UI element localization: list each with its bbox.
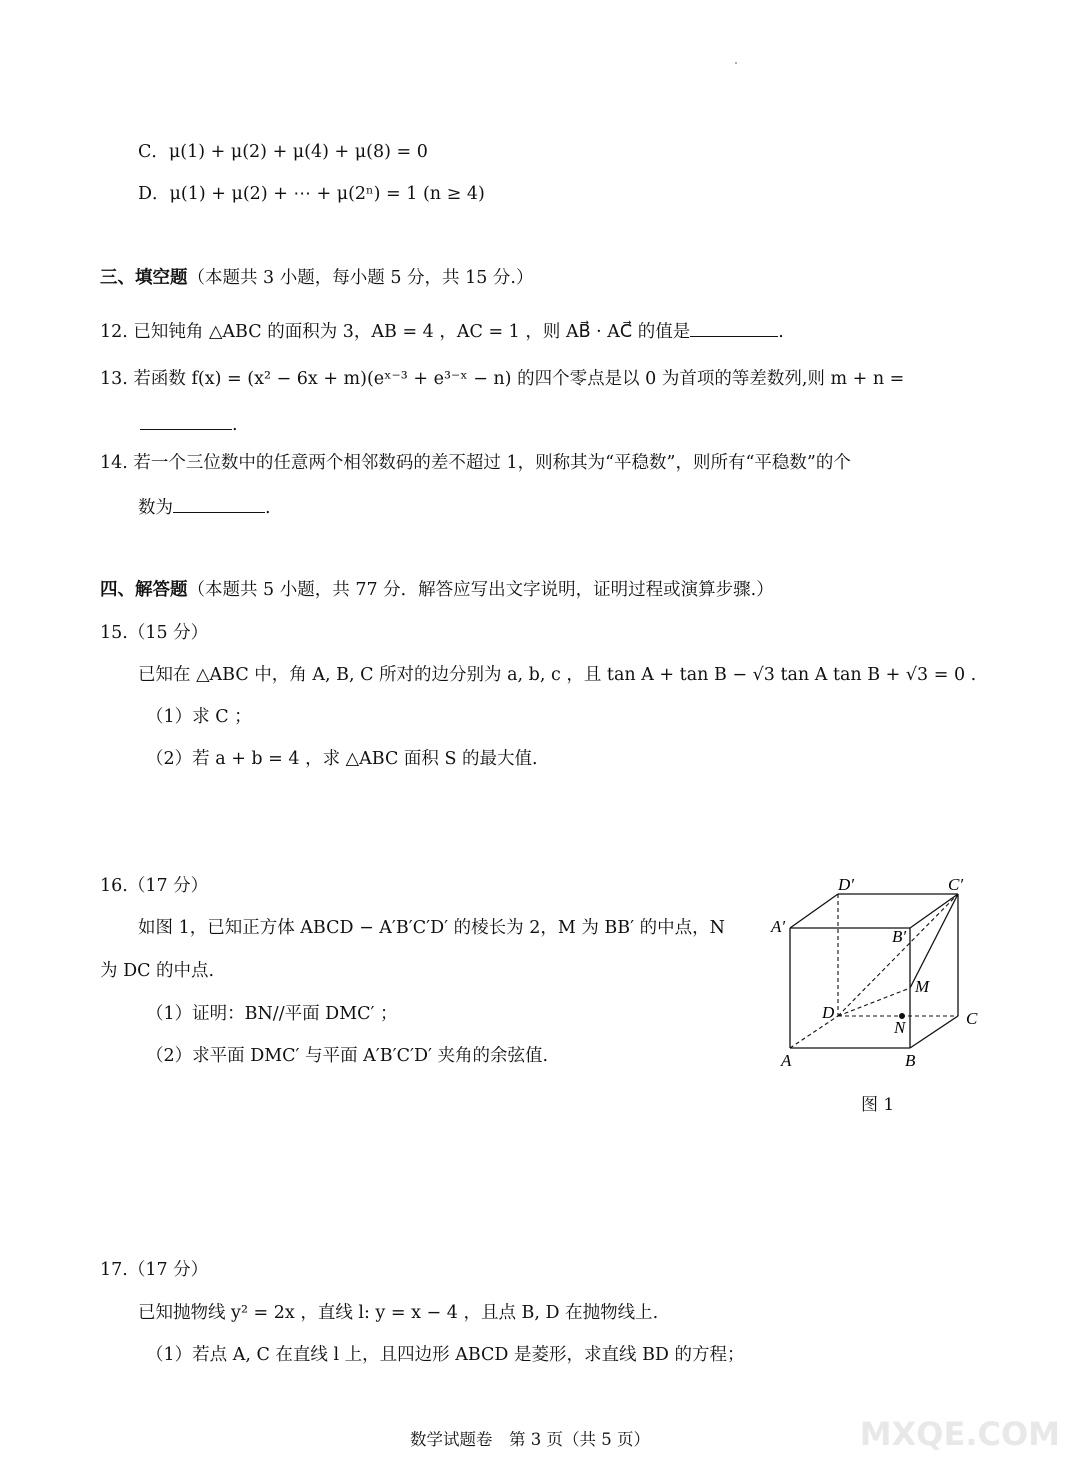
segment-dm-hidden bbox=[838, 988, 910, 1016]
label-b: B bbox=[905, 1051, 916, 1070]
section4-heading bbox=[100, 580, 774, 601]
q15-heading: 15.（15 分） bbox=[100, 623, 209, 643]
section4-title: 四、解答题 bbox=[100, 580, 188, 600]
label-n: N bbox=[894, 1018, 906, 1037]
stray-dot bbox=[735, 62, 737, 64]
q16-part2: （2）求平面 DMC′ 与平面 A′B′C′D′ 夹角的余弦值. bbox=[146, 1046, 549, 1066]
q13-answer-blank bbox=[140, 413, 232, 430]
section4-note: （本题共 5 小题，共 77 分．解答应写出文字说明，证明过程或演算步骤.） bbox=[187, 580, 774, 600]
q16-heading: 16.（17 分） bbox=[100, 876, 209, 896]
q15-part1: （1）求 C ； bbox=[146, 707, 252, 727]
label-d1: D′ bbox=[838, 875, 854, 894]
segment-c1m bbox=[910, 894, 958, 988]
q16-stem-line2: 为 DC 的中点. bbox=[100, 961, 215, 981]
option-d: D．μ(1) + μ(2) + ⋯ + μ(2ⁿ) = 1 (n ≥ 4) bbox=[138, 184, 485, 204]
segment-dc1-hidden bbox=[838, 894, 958, 1016]
question-14-line1: 14. 若一个三位数中的任意两个相邻数码的差不超过 1，则称其为“平稳数”，则所有“平稳数”的个 bbox=[100, 453, 851, 473]
q14-answer-blank bbox=[173, 496, 265, 513]
question-13: 13. 若函数 f(x) = (x² − 6x + m)(eˣ⁻³ + e³⁻ˣ − n) 的四个零点是以 0 为首项的等差数列,则 m + n = bbox=[100, 369, 905, 389]
edge-bc bbox=[910, 1016, 958, 1048]
question-12 bbox=[100, 320, 784, 343]
label-c1: C′ bbox=[948, 875, 964, 894]
q17-stem: 已知抛物线 y² = 2x ，直线 l: y = x − 4 ，且点 B, D 在抛物线上. bbox=[138, 1303, 659, 1323]
q15-stem: 已知在 △ABC 中，角 A, B, C 所对的边分别为 a, b, c ，且 tan A + tan B − √3 tan A tan B + √3 = 0 . bbox=[138, 665, 977, 685]
watermark-logo: MXQE.COM bbox=[859, 1415, 1060, 1453]
figure-caption: 图 1 bbox=[861, 1095, 895, 1115]
q16-stem-line1: 如图 1，已知正方体 ABCD − A′B′C′D′ 的棱长为 2，M 为 BB′ 的中点，N bbox=[138, 918, 725, 938]
label-c: C bbox=[966, 1009, 978, 1028]
cube-figure bbox=[770, 868, 1000, 1078]
q12-end: . bbox=[778, 322, 784, 342]
q13-end: . bbox=[232, 415, 238, 435]
label-b1: B′ bbox=[892, 927, 907, 946]
label-a1: A′ bbox=[771, 917, 786, 936]
label-a: A bbox=[781, 1051, 792, 1070]
q14-end: . bbox=[265, 498, 271, 518]
q13-answer-line bbox=[140, 413, 238, 436]
q16-part1: （1）证明：BN//平面 DMC′ ； bbox=[146, 1004, 398, 1024]
section3-heading bbox=[100, 268, 533, 289]
edge-a1d1 bbox=[790, 894, 838, 928]
q12-text: 12. 已知钝角 △ABC 的面积为 3，AB = 4 ，AC = 1 ，则 AB⃗ · AC⃗ 的值是 bbox=[100, 322, 691, 342]
question-14-line2 bbox=[138, 496, 271, 519]
edge-b1c1 bbox=[910, 894, 958, 928]
q14-prefix: 数为 bbox=[138, 498, 173, 518]
label-d: D bbox=[822, 1003, 835, 1022]
q17-part1: （1）若点 A, C 在直线 l 上，且四边形 ABCD 是菱形，求直线 BD 的方程； bbox=[146, 1345, 745, 1365]
q12-answer-blank bbox=[690, 320, 778, 337]
label-m: M bbox=[915, 977, 930, 996]
page-footer: 数学试题卷 第 3 页（共 5 页） bbox=[410, 1430, 650, 1449]
option-c: C．μ(1) + μ(2) + μ(4) + μ(8) = 0 bbox=[138, 142, 428, 162]
q17-heading: 17.（17 分） bbox=[100, 1260, 209, 1280]
section3-note: （本题共 3 小题，每小题 5 分，共 15 分.） bbox=[187, 268, 534, 288]
section3-title: 三、填空题 bbox=[100, 268, 188, 288]
q15-part2: （2）若 a + b = 4 ，求 △ABC 面积 S 的最大值. bbox=[146, 749, 538, 769]
